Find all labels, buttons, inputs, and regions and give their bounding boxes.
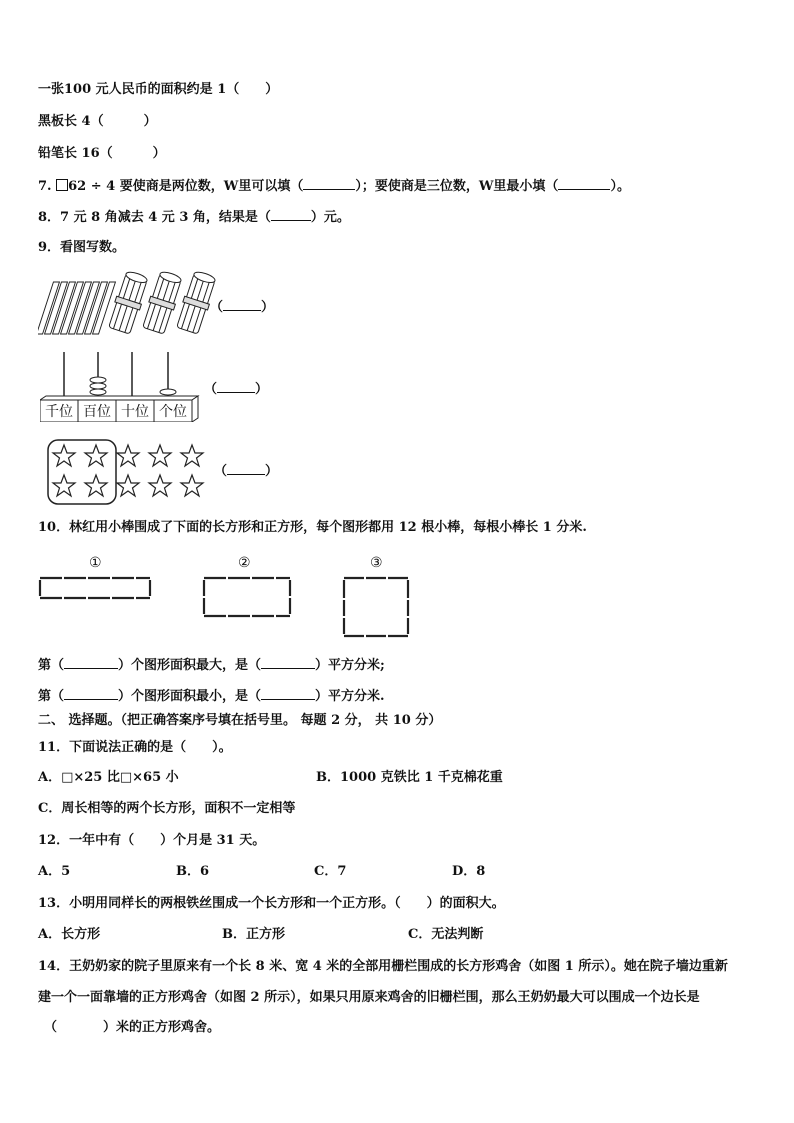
figure-1-label: ① (89, 555, 102, 571)
answer-blank[interactable] (261, 656, 315, 669)
question-8: 8．7 元 8 角减去 4 元 3 角，结果是（ ）元。 (38, 210, 350, 225)
q9-answer-3: （ ） (214, 464, 279, 479)
q12-option-b[interactable]: B．6 (176, 864, 210, 879)
abacus-label-thousands: 千位 (45, 404, 73, 420)
q6-item-1: 一张100 元人民币的面积约是 1（ ） (38, 82, 279, 97)
stars-figure (46, 438, 214, 506)
question-11: 11．下面说法正确的是（ ）。 (38, 740, 232, 755)
figure-3-label: ③ (370, 555, 383, 571)
q13-option-a[interactable]: A．长方形 (38, 927, 101, 942)
question-13: 13．小明用同样长的两根铁丝围成一个长方形和一个正方形。（ ）的面积大。 (38, 896, 505, 911)
q12-option-d[interactable]: D．8 (452, 864, 486, 879)
question-14-line-2: 建一个一面靠墙的正方形鸡舍（如图 2 所示），如果只用原来鸡舍的旧栅栏围，那么王奶奶最大可以围成一个边长是 (38, 990, 700, 1005)
q6-item-3: 铅笔长 16（ ） (38, 146, 166, 161)
question-7: 7. 62 ÷ 4 要使商是两位数，W里可以填（ ）；要使商是三位数，W里最小填（ ）。 (38, 179, 630, 194)
q12-option-c[interactable]: C．7 (314, 864, 347, 879)
answer-blank[interactable] (64, 656, 118, 669)
answer-blank[interactable] (64, 687, 118, 700)
box-placeholder-icon (56, 179, 68, 191)
answer-blank[interactable] (558, 177, 610, 190)
answer-blank[interactable] (217, 380, 255, 393)
answer-blank[interactable] (261, 687, 315, 700)
stick-shapes-figure (36, 574, 416, 640)
abacus-label-hundreds: 百位 (83, 404, 111, 420)
q6-item-2: 黑板长 4（ ） (38, 114, 157, 129)
section-2-title: 二、 选择题。（把正确答案序号填在括号里。 每题 2 分， 共 10 分） (38, 713, 442, 728)
q10-answer-line-1: 第（ ）个图形面积最大，是（ ）平方分米; (38, 658, 385, 673)
q9-answer-1: （ ） (210, 300, 275, 315)
q11-option-b[interactable]: B．1000 克铁比 1 千克棉花重 (316, 770, 503, 785)
question-12: 12．一年中有（ ）个月是 31 天。 (38, 833, 266, 848)
q13-option-c[interactable]: C．无法判断 (408, 927, 484, 942)
abacus-label-ones: 个位 (159, 404, 187, 420)
q13-option-b[interactable]: B．正方形 (222, 927, 285, 942)
q10-answer-line-2: 第（ ）个图形面积最小，是（ ）平方分米. (38, 689, 385, 704)
question-14-line-3: （ ）米的正方形鸡舍。 (44, 1020, 221, 1035)
q11-option-c[interactable]: C．周长相等的两个长方形，面积不一定相等 (38, 801, 296, 816)
answer-blank[interactable] (227, 462, 265, 475)
q12-option-a[interactable]: A．5 (38, 864, 71, 879)
abacus-figure (40, 352, 200, 422)
abacus-label-tens: 十位 (121, 404, 149, 420)
figure-2-label: ② (238, 555, 251, 571)
q11-option-a[interactable]: A．□×25 比□×65 小 (38, 770, 179, 785)
answer-blank[interactable] (223, 298, 261, 311)
question-9: 9．看图写数。 (38, 240, 126, 255)
question-14-line-1: 14．王奶奶家的院子里原来有一个长 8 米、宽 4 米的全部用栅栏围成的长方形鸡舍（如图 1 所示）。她在院子墙边重新 (38, 959, 728, 974)
question-10: 10．林红用小棒围成了下面的长方形和正方形，每个图形都用 12 根小棒，每根小棒长 1 分米. (38, 520, 587, 535)
answer-blank[interactable] (271, 208, 311, 221)
answer-blank[interactable] (303, 177, 355, 190)
q9-answer-2: （ ） (204, 382, 269, 397)
